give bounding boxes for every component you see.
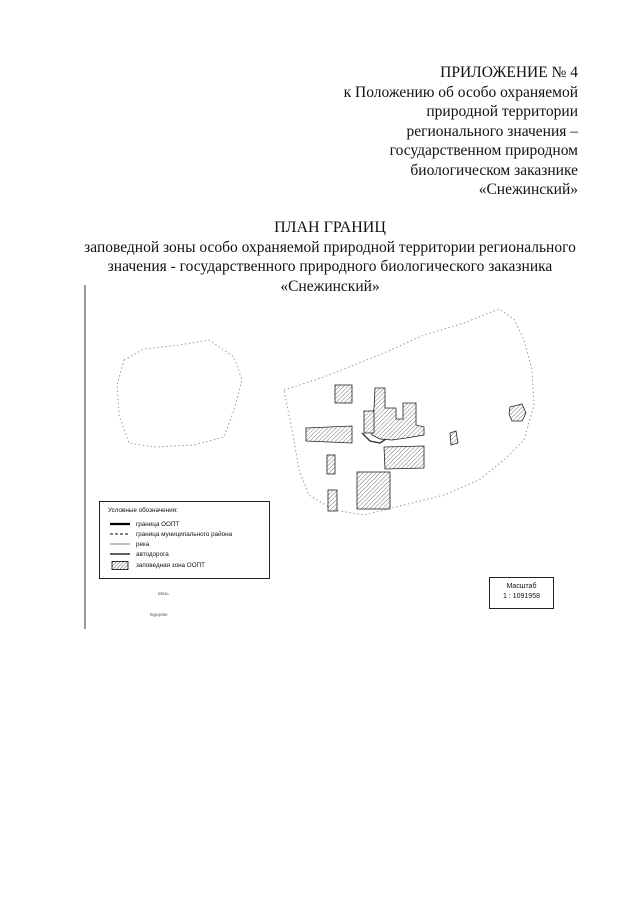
legend-item-river [110, 540, 149, 548]
appendix-line: «Снежинский» [478, 181, 578, 198]
appendix-line: природной территории [426, 103, 578, 120]
map-place-label: Бурцево [150, 612, 168, 617]
reserve-zone [357, 472, 390, 509]
legend-label: река [136, 540, 150, 548]
legend-label: заповедная зона ООПТ [136, 561, 205, 569]
appendix-line: регионального значения – [406, 122, 578, 140]
thick-line-icon [110, 520, 130, 528]
map-legend [99, 501, 270, 579]
plan-subtitle-line: заповедной зоны особо охраняемой природной территории регионального [84, 238, 576, 256]
scale-value: 1 : 1091958 [503, 593, 540, 600]
legend-item-oopt-boundary [110, 520, 179, 528]
plan-heading: ПЛАН ГРАНИЦ [274, 219, 386, 236]
hatched-box-icon [110, 561, 130, 569]
reserve-zone [335, 385, 352, 403]
legend-label: автодорога [136, 550, 169, 558]
line-icon [110, 550, 130, 558]
reserve-zone [370, 388, 424, 440]
thin-line-icon [110, 540, 130, 548]
map-place-label: Мазь [158, 591, 169, 596]
legend-item-district-boundary [110, 530, 232, 538]
appendix-line: государственном природном [389, 142, 578, 159]
legend-label: граница муниципального района [136, 530, 233, 538]
plan-subtitle-line: значения - государственного природного биологического заказника [107, 258, 553, 275]
appendix-block [248, 63, 578, 200]
reserve-zone [328, 490, 337, 511]
appendix-line: ПРИЛОЖЕНИЕ № 4 [440, 64, 578, 81]
appendix-line: к Положению об особо охраняемой [343, 83, 578, 101]
reserve-zone [306, 426, 352, 443]
reserve-zone [327, 455, 335, 474]
reserve-zone [450, 431, 458, 445]
legend-title: Условные обозначения: [108, 507, 178, 514]
reserve-zone [509, 404, 526, 421]
reserve-zone [384, 446, 424, 469]
legend-item-reserve-zone [110, 561, 205, 569]
plan-subtitle-line: «Снежинский» [280, 277, 380, 295]
legend-label: граница ООПТ [136, 520, 180, 528]
reserve-zone [364, 411, 374, 433]
legend-item-road [110, 550, 169, 558]
dashed-line-icon [110, 530, 130, 538]
scale-box [489, 577, 554, 609]
district-boundary [117, 340, 242, 447]
scale-label: Масштаб [506, 583, 537, 590]
appendix-line: биологическом заказнике [410, 161, 578, 179]
